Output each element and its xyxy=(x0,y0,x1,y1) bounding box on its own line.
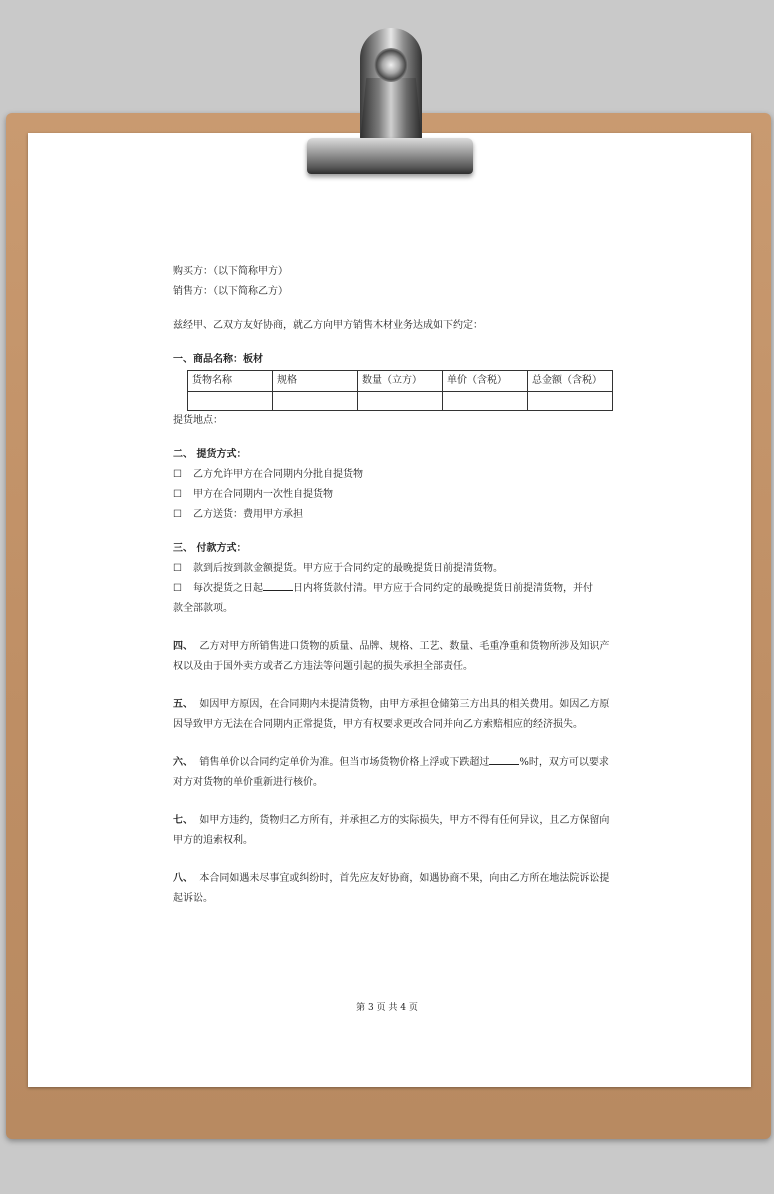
payment-option xyxy=(173,579,613,599)
table-cell xyxy=(528,392,613,411)
option-label: 每次提货之日起 xyxy=(193,583,263,594)
days-blank[interactable] xyxy=(263,579,293,591)
payment-option-cont: 款全部款项。 xyxy=(173,603,233,614)
section1-title: 一、商品名称：板材 xyxy=(173,354,263,365)
pickup-option xyxy=(173,485,613,505)
section-number: 八、 xyxy=(173,873,193,884)
option-label: 款到后按到款金额提货。甲方应于合同约定的最晚提货日前提清货物。 xyxy=(193,563,503,574)
buyer-line: 购买方：（以下简称甲方） xyxy=(173,266,288,277)
section7-paragraph xyxy=(173,811,613,851)
table-row xyxy=(188,392,613,411)
checkbox-icon[interactable]: ☐ xyxy=(173,563,182,574)
section-text: 如因甲方原因，在合同期内未提清货物，由甲方承担仓储第三方出具的相关费用。如因乙方原因导致甲方无法在合同期内正常提货，甲方有权要求更改合同并向乙方索赔相应的经济损失。 xyxy=(173,699,610,730)
checkbox-icon[interactable]: ☐ xyxy=(173,489,182,500)
table-header-cell: 货物名称 xyxy=(188,371,273,392)
section-text: 本合同如遇未尽事宜或纠纷时，首先应友好协商，如遇协商不果，向由乙方所在地法院诉讼提起诉讼。 xyxy=(173,873,610,904)
table-header-row xyxy=(188,371,613,392)
table-cell xyxy=(358,392,443,411)
intro-paragraph: 兹经甲、乙双方友好协商，就乙方向甲方销售木材业务达成如下约定： xyxy=(173,320,483,331)
option-label: 乙方送货：费用甲方承担 xyxy=(193,509,303,520)
binder-clip-ring xyxy=(374,48,408,82)
section-number: 五、 xyxy=(173,699,193,710)
contract-body xyxy=(173,262,613,909)
section-text: 销售单价以合同约定单价为准。但当市场货物价格上浮或下跌超过 xyxy=(199,757,490,768)
table-cell xyxy=(188,392,273,411)
binder-clip-lever xyxy=(360,78,422,142)
section8-paragraph xyxy=(173,869,613,909)
checkbox-icon[interactable]: ☐ xyxy=(173,509,182,520)
table-header-cell: 数量（立方） xyxy=(358,371,443,392)
section-text: %时，双方可以要求对方对货物的单价重新进行核价。 xyxy=(173,757,609,788)
table-header-cell: 规格 xyxy=(273,371,358,392)
table-header-cell: 总金额（含税） xyxy=(528,371,613,392)
table-cell xyxy=(273,392,358,411)
section3-title: 三、 付款方式： xyxy=(173,543,247,554)
section4-paragraph xyxy=(173,637,613,677)
section-text: 如甲方违约，货物归乙方所有，并承担乙方的实际损失，甲方不得有任何异议，且乙方保留向甲方的追索权利。 xyxy=(173,815,610,846)
section-text: 乙方对甲方所销售进口货物的质量、品牌、规格、工艺、数量、毛重净重和货物所涉及知识产权以及由于国外卖方或者乙方违法等问题引起的损失承担全部责任。 xyxy=(173,641,610,672)
section2-title: 二、 提货方式： xyxy=(173,449,247,460)
section-number: 七、 xyxy=(173,815,193,826)
binder-clip-plate xyxy=(307,138,473,174)
section6-paragraph xyxy=(173,753,613,793)
section-number: 六、 xyxy=(173,757,193,768)
pickup-location-label: 提货地点： xyxy=(173,415,223,426)
section5-paragraph xyxy=(173,695,613,735)
pickup-option xyxy=(173,505,613,525)
table-cell xyxy=(443,392,528,411)
section-number: 四、 xyxy=(173,641,193,652)
goods-table xyxy=(187,370,613,411)
seller-line: 销售方：（以下简称乙方） xyxy=(173,286,288,297)
percent-blank[interactable] xyxy=(489,753,519,765)
checkbox-icon[interactable]: ☐ xyxy=(173,469,182,480)
page-number-footer: 第 3 页 共 4 页 xyxy=(356,1003,418,1013)
pickup-option xyxy=(173,465,613,485)
option-label: 乙方允许甲方在合同期内分批自提货物 xyxy=(193,469,363,480)
table-header-cell: 单价（含税） xyxy=(443,371,528,392)
option-label: 日内将货款付清。甲方应于合同约定的最晚提货日前提清货物，并付 xyxy=(293,583,593,594)
checkbox-icon[interactable]: ☐ xyxy=(173,583,182,594)
payment-option xyxy=(173,559,613,579)
option-label: 甲方在合同期内一次性自提货物 xyxy=(193,489,333,500)
